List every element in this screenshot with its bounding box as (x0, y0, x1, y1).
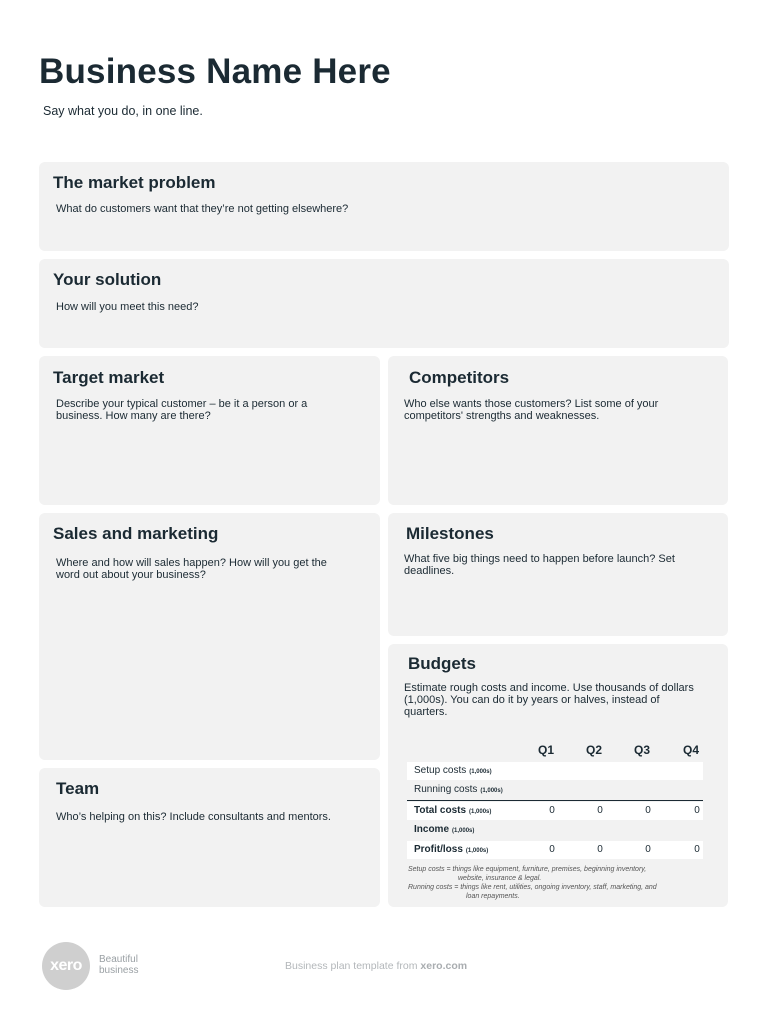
team-prompt[interactable]: Who’s helping on this? Include consultants and mentors. (56, 811, 331, 823)
business-name-title[interactable]: Business Name Here (39, 52, 391, 91)
competitors-card (388, 356, 728, 505)
brand-line-1: Beautiful (99, 954, 138, 965)
budget-row-label: Income (1,000s) (414, 824, 475, 835)
budget-footnote-setup-line-1: Setup costs = things like equipment, furniture, premises, beginning inventory, (408, 866, 647, 873)
total-costs-q2: 0 (597, 805, 603, 816)
budgets-prompt-line-3[interactable]: quarters. (404, 706, 448, 718)
brand-tagline (99, 954, 138, 976)
budget-footnote-running-line-2: loan repayments. (466, 893, 520, 900)
budget-row-label: Profit/loss (1,000s) (414, 844, 489, 855)
sales-marketing-prompt-line-2[interactable]: word out about your business? (56, 569, 206, 581)
competitors-heading: Competitors (409, 368, 510, 387)
budgets-heading: Budgets (408, 654, 476, 673)
team-card (39, 768, 380, 907)
budget-row-income[interactable] (407, 821, 703, 839)
budget-row-label: Total costs (1,000s) (414, 805, 492, 816)
budget-footnote-running-line-1: Running costs = things like rent, utilities, ongoing inventory, staff, marketing, and (408, 884, 657, 891)
competitors-prompt-line-1[interactable]: Who else wants those customers? List some of your (404, 398, 659, 410)
competitors-prompt-line-2[interactable]: competitors' strengths and weaknesses. (404, 410, 600, 422)
budget-row-profit-loss (407, 841, 703, 859)
market-problem-heading: The market problem (53, 173, 216, 192)
budget-row-label: Running costs (1,000s) (414, 784, 503, 795)
target-market-prompt-line-2[interactable]: business. How many are there? (56, 410, 211, 422)
total-costs-q3: 0 (645, 805, 651, 816)
quarter-header-q1: Q1 (537, 743, 554, 757)
market-problem-prompt[interactable]: What do customers want that they’re not getting elsewhere? (56, 203, 349, 215)
profit-loss-q1: 0 (549, 844, 555, 855)
budgets-prompt-line-1[interactable]: Estimate rough costs and income. Use thousands of dollars (404, 682, 694, 694)
budget-row-running-costs[interactable] (407, 781, 703, 799)
footer-credit-text: Business plan template from (285, 960, 418, 972)
profit-loss-q2: 0 (597, 844, 603, 855)
budget-total-divider (407, 800, 703, 801)
target-market-card (39, 356, 380, 505)
budget-row-setup-costs[interactable] (407, 762, 703, 780)
brand-line-2: business (99, 965, 139, 976)
total-costs-q1: 0 (549, 805, 555, 816)
tagline[interactable]: Say what you do, in one line. (43, 104, 203, 118)
solution-heading: Your solution (53, 270, 162, 289)
solution-prompt[interactable]: How will you meet this need? (56, 301, 199, 313)
target-market-heading: Target market (53, 368, 165, 387)
sales-marketing-prompt-line-1[interactable]: Where and how will sales happen? How will you get the (56, 557, 327, 569)
quarter-header-q3: Q3 (633, 743, 650, 757)
team-heading: Team (56, 779, 100, 798)
budget-footnote-setup-line-2: website, insurance & legal. (458, 875, 542, 882)
market-problem-card (39, 162, 729, 251)
sales-marketing-heading: Sales and marketing (53, 524, 219, 543)
budgets-prompt-line-2[interactable]: (1,000s). You can do it by years or halves, instead of (404, 694, 660, 706)
milestones-prompt-line-2[interactable]: deadlines. (404, 565, 455, 577)
budget-row-total-costs (407, 802, 703, 820)
profit-loss-q3: 0 (645, 844, 651, 855)
milestones-heading: Milestones (406, 524, 494, 543)
footer-credit (285, 960, 467, 972)
footer-credit-link[interactable]: xero.com (420, 960, 468, 972)
milestones-prompt-line-1[interactable]: What five big things need to happen before launch? Set (404, 553, 675, 565)
budget-row-label: Setup costs (1,000s) (414, 765, 492, 776)
xero-logo: xero (42, 942, 90, 990)
profit-loss-q4: 0 (694, 844, 700, 855)
solution-card (39, 259, 729, 348)
quarter-header-q2: Q2 (585, 743, 602, 757)
quarter-header-q4: Q4 (682, 743, 699, 757)
sales-marketing-card (39, 513, 380, 760)
total-costs-q4: 0 (694, 805, 700, 816)
target-market-prompt-line-1[interactable]: Describe your typical customer – be it a person or a (56, 398, 308, 410)
milestones-card (388, 513, 728, 636)
